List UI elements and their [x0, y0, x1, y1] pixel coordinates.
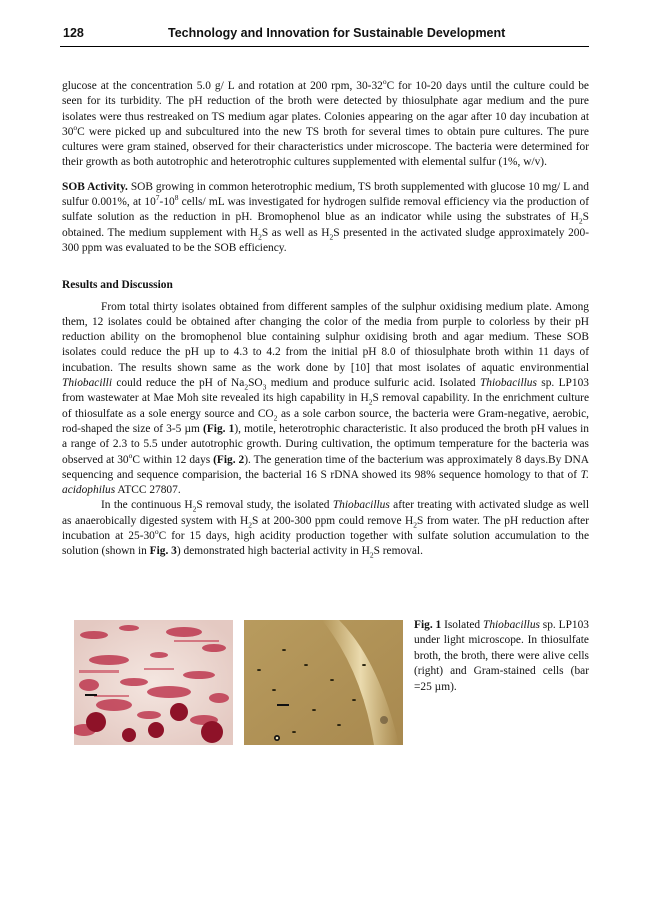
broth-micrograph [244, 620, 403, 745]
sob-activity-paragraph: SOB Activity. SOB growing in common heterotrophic medium, TS broth supplemented with glucose 10 mg/ L and sulfur 0.001%, at $10^7-10^8$ cells/ mL was investigated for hydrogen sulfide removal efficiency via the production of sulfate solution as the reduction in pH. Bromophenol blue as an indicator while using the substrates of $H_2S$ obtained. The medium supplement with $H_2S$ as well as $H_2S$ presented in the activated sludge approximately 200- 300 ppm was evaluated to be the SOB efficiency. [62, 180, 590, 254]
page-number: 128 [63, 26, 84, 40]
results-paragraph-1: From total thirty isolates obtained from different samples of the sulphur oxidising medium plate. Among them, 12 isolates could be obtained after changing the color of the media from purple to colorless by their pH reduction ability on the bromophenol blue containing sulphur oxidising broth and agar medium. These SOB isolates could reduce the pH up to 4.3 to 4.2 from the initial pH 8.0 of thiosulphate broth within 11 days of incubation. The results shown same as the work done by [10] that most isolates of aquatic environmential Thiobacilli could reduce the pH of $Na_2SO_3$ medium and produce sulfuric acid. Isolated Thiobacillus sp. LP103 from wastewater at Mae Moh site revealed its high capability in $H_2S$ removal capability. In the enrichment culture of thiosulfate as a sole energy source and $CO_2$ as a sole carbon source, the bacteria were Gram-negative, aerobic, rod-shaped the size of 3-5 µm (Fig. 1), motile, heterotrophic characteristic. It also produced the broth pH values in a range of 2.3 to 5.5 under autotrophic growth. During cultivation, the optimum temperature for the bacteria was observed at 30$^o$C within 12 days (Fig. 2). The generation time of the bacterium was approximately 8 days.By DNA sequencing and sequence comparision, the bacterial 16 S rDNA showed its 98% sequence homology to that of T. acidophilus ATCC 27807. [62, 300, 590, 497]
broth-image [244, 620, 403, 745]
gram-stained-micrograph [74, 620, 233, 745]
sob-activity-label: SOB Activity. [62, 180, 128, 193]
section-heading-results: Results and Discussion [62, 279, 173, 292]
article-body [62, 79, 589, 560]
figure-label: Fig. 1 [414, 619, 442, 631]
page-header [60, 22, 589, 47]
gram-stain-image [74, 620, 233, 745]
running-title: Technology and Innovation for Sustainable Development [168, 26, 506, 40]
methods-paragraph: glucose at the concentration 5.0 g/ L and rotation at 200 rpm, 30-32$^o$C for 10-20 days until the culture could be seen for its turbidity. The pH reduction of the broth were detected by thiosulphate agar medium and the pure isolates were thus restreaked on TS medium agar plates. Colonies appearing on the agar after 10 day incubation at 30$^o$C were picked up and subcultured into the new TS broth for several times to obtain pure cultures. The pure cultures were gram stained, observed for their characteristics under microscope. The bacteria were determined for their growth as both autotrophic and heterotrophic cultures supplemented with elemental sulfur (1%, w/v). [62, 77, 589, 169]
figure-1-caption: Fig. 1 Isolated Thiobacillus sp. LP103 under light microscope. In thiosulfate broth, the broth, there were alive cells (right) and Gram-stained cells (bar =25 µm). [414, 619, 590, 693]
results-paragraph-2: In the continuous $H_2S$ removal study, the isolated Thiobacillus after treating with activated sludge as well as anaerobically digested system with $H_2S$ at 200-300 ppm could remove $H_2S$ from water. The pH reduction after incubation at 25-30$^o$C for 15 days, high acidity production together with sulfate solution accumulation to the solution (shown in Fig. 3) demonstrated high bacterial activity in $H_2S$ removal. [62, 499, 590, 560]
